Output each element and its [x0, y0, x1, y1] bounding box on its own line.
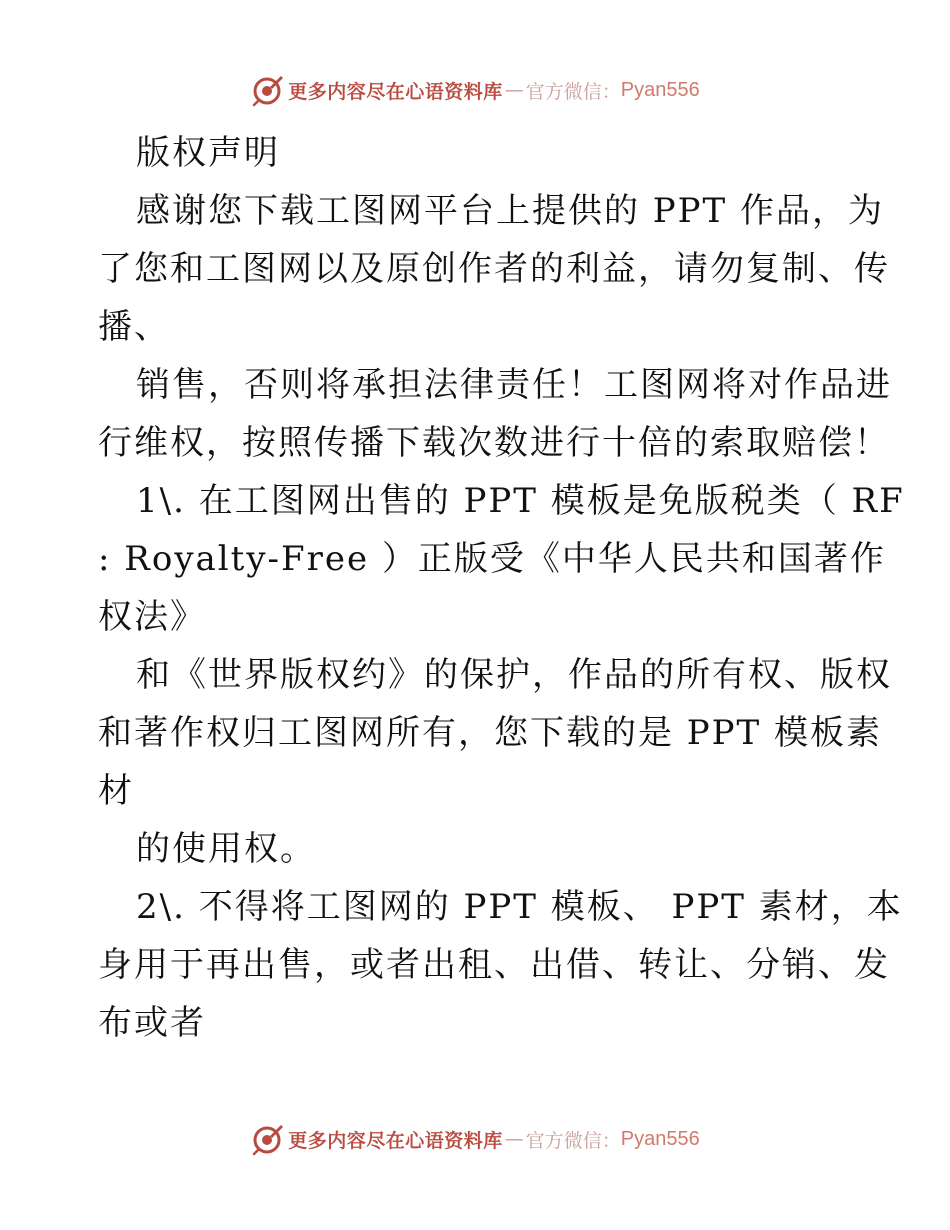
doc-line: : Royalty-Free ）正版受《中华人民共和国著作: [98, 539, 886, 579]
doc-line: 感谢您下载工图网平台上提供的 PPT 作品，为: [136, 191, 885, 231]
footer-watermark: [0, 1119, 950, 1159]
doc-line: 了您和工图网以及原创作者的利益，请勿复制、传: [98, 249, 890, 289]
doc-line: 销售，否则将承担法律责任！工图网将对作品进: [136, 365, 892, 405]
document-body: [98, 124, 905, 1052]
doc-line: 和著作权归工图网所有，您下载的是 PPT 模板素: [98, 713, 883, 753]
watermark-wechat-label: 官方微信：: [525, 80, 621, 103]
header-watermark: [0, 70, 950, 110]
doc-line: 版权声明: [136, 133, 280, 173]
doc-line: 播、: [98, 307, 170, 347]
pen-logo-icon: [250, 73, 284, 107]
watermark-dash: —: [504, 1128, 524, 1150]
watermark-dash: —: [504, 79, 524, 101]
watermark-wechat-label: 官方微信：: [525, 1129, 621, 1152]
doc-line: 权法》: [98, 597, 206, 637]
pen-logo-icon: [250, 1122, 284, 1156]
doc-line: 身用于再出售，或者出租、出借、转让、分销、发: [98, 945, 890, 985]
watermark-text: [288, 77, 700, 104]
watermark-main-text: 更多内容尽在心语资料库: [288, 80, 503, 103]
doc-line: 1\. 在工图网出售的 PPT 模板是免版税类（ RF: [136, 481, 905, 521]
doc-line: 和《世界版权约》的保护，作品的所有权、版权: [136, 655, 892, 695]
doc-line: 行维权，按照传播下载次数进行十倍的索取赔偿！: [98, 423, 890, 463]
doc-line: 布或者: [98, 1003, 206, 1043]
watermark-wechat-id: Pyan556: [620, 1127, 700, 1150]
doc-line: 材: [98, 771, 134, 811]
watermark-main-text: 更多内容尽在心语资料库: [288, 1129, 503, 1152]
doc-line: 2\. 不得将工图网的 PPT 模板、 PPT 素材，本: [136, 887, 903, 927]
watermark-text: [288, 1126, 700, 1153]
doc-line: 的使用权。: [136, 829, 316, 869]
watermark-wechat-id: Pyan556: [620, 78, 700, 101]
